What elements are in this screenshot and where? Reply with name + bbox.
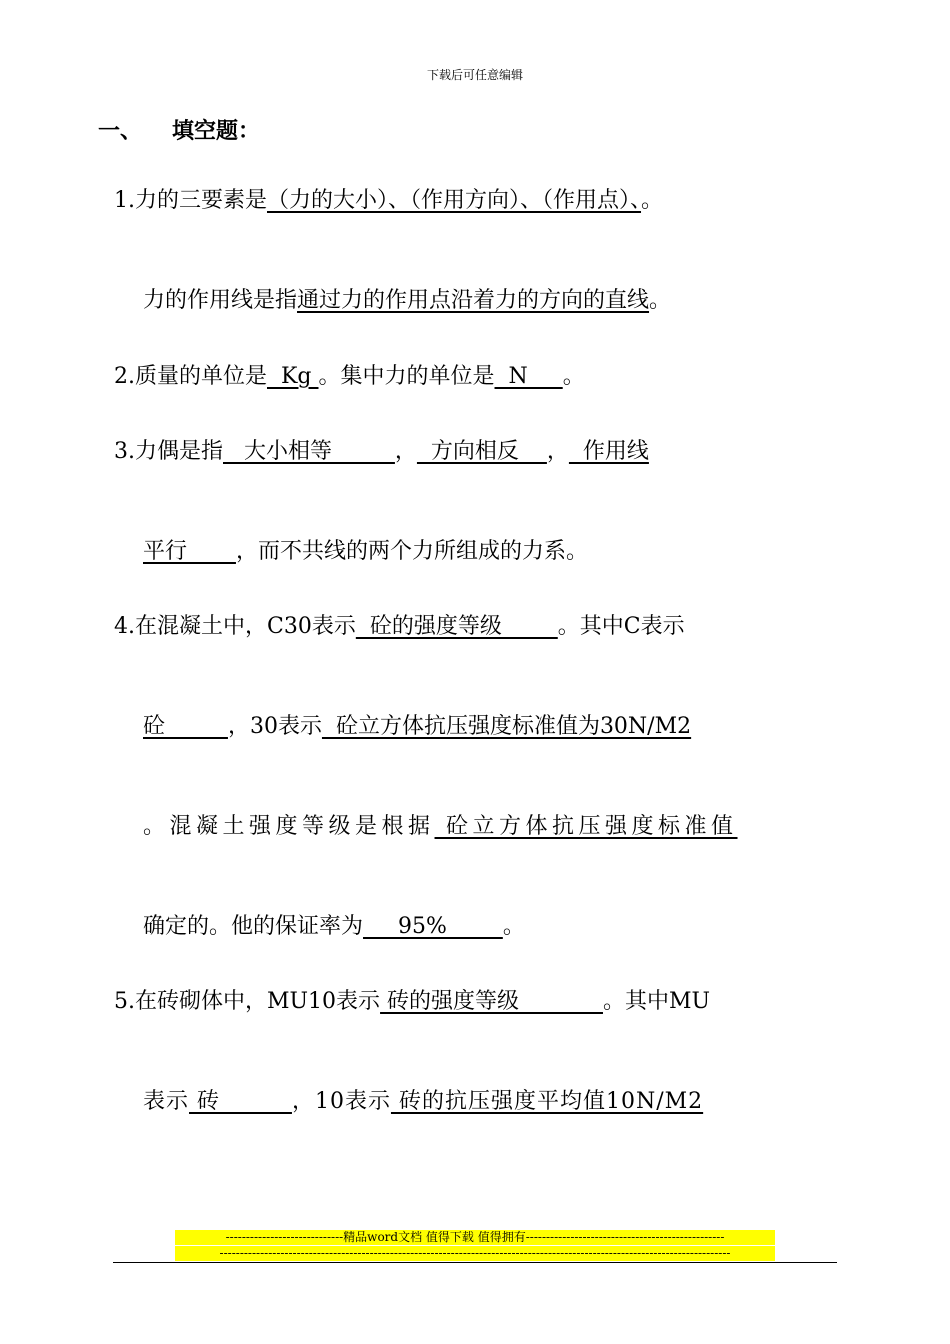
section-title: 填空题：	[172, 119, 261, 144]
q4-text3: 确定的。他的保证率为	[143, 914, 364, 939]
q1-line1	[114, 186, 663, 216]
q3-answer3: 作用线	[568, 439, 649, 464]
footer-banner: -----------------------------精品word文档 值得下载 值得拥有-------------------------------------------------	[175, 1230, 775, 1245]
q4-line3	[143, 812, 738, 842]
q1-answer: （力的大小）、（作用方向）、（作用点）、	[267, 188, 642, 213]
q5-line2	[143, 1087, 703, 1117]
q5-text: 5.在砖砌体中，MU10表示	[114, 989, 381, 1014]
q3-answer1: 大小相等	[223, 439, 395, 464]
q5-rest: 。其中MU	[602, 989, 711, 1014]
q3-answer2: 方向相反	[416, 439, 547, 464]
q4-line4	[143, 912, 525, 942]
q5-mid: ，10表示	[291, 1089, 391, 1114]
q1-text: 1.力的三要素是	[114, 188, 267, 213]
q2-end: 。	[562, 364, 585, 389]
q4-text: 4.在混凝土中，C30表示	[114, 614, 356, 639]
q4-answer1: 砼的强度等级	[355, 614, 558, 639]
q4-answer5: 95%	[363, 914, 503, 939]
footer-dashes: ------------------------------------------------------------------------------------------------------------------------------	[175, 1246, 775, 1261]
q2-mid: 。集中力的单位是	[318, 364, 495, 389]
q4-line2	[143, 712, 691, 742]
q1b-text: 力的作用线是指	[143, 288, 298, 313]
q1-line2	[143, 286, 671, 316]
q1b-answer: 通过力的作用点沿着力的方向的直线	[297, 288, 650, 313]
q3-text: 3.力偶是指	[114, 439, 223, 464]
q3-line1	[114, 437, 649, 467]
q2-text: 2.质量的单位是	[114, 364, 267, 389]
q4-answer2: 砼	[143, 714, 228, 739]
section-heading	[98, 114, 260, 145]
q3-sep1: ，	[394, 439, 417, 464]
q3-sep2: ，	[546, 439, 569, 464]
q4-mid: ，30表示	[227, 714, 322, 739]
q5-text2: 表示	[143, 1089, 190, 1114]
section-number: 一、	[98, 119, 143, 144]
footer-rule	[113, 1262, 837, 1263]
q5-answer2: 砖	[189, 1089, 292, 1114]
q3-rest: ，而不共线的两个力所组成的力系。	[235, 539, 588, 564]
q2-answer-force: N	[494, 364, 563, 389]
q3-line2	[143, 537, 588, 567]
q4-answer3: 砼立方体抗压强度标准值为30N/M2	[321, 714, 692, 739]
q1b-end: 。	[649, 288, 672, 313]
q2-line	[114, 362, 585, 392]
q3-answer3-cont: 平行	[143, 539, 236, 564]
q2-answer-mass: Kg	[267, 364, 319, 389]
q4-end: 。	[502, 914, 525, 939]
q5-answer1: 砖的强度等级	[380, 989, 603, 1014]
q4-text2: 。混凝土强度等级是根据	[143, 814, 435, 839]
q1-end: 。	[641, 188, 664, 213]
q5-line1	[114, 987, 710, 1017]
q4-line1	[114, 612, 685, 642]
page-header: 下载后可任意编辑	[426, 68, 523, 82]
q4-rest: 。其中C表示	[557, 614, 685, 639]
q5-answer3: 砖的抗压强度平均值10N/M2	[390, 1089, 704, 1114]
q4-answer4: 砼立方体抗压强度标准值	[434, 814, 738, 839]
